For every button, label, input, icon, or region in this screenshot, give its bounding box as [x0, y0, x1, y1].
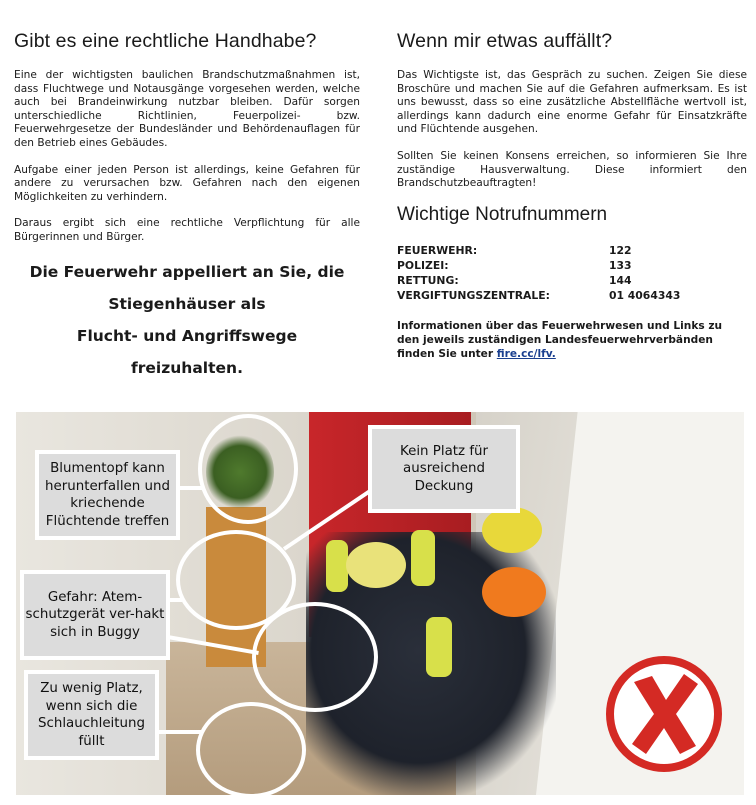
service-name: FEUERWEHR:	[397, 243, 478, 257]
service-number: 144	[609, 274, 632, 288]
photo-air-tank	[411, 530, 435, 586]
legal-paragraph-2: Aufgabe einer jeden Person ist allerdings, keine Gefahren für andere zu verursachen bzw. Gefahren nach den eigenen Möglichkeiten zu verhindern.	[14, 163, 360, 203]
label-plant-text: Blumentopf kann herunterfallen und kriechende Flüchtende treffen	[39, 454, 176, 536]
info-text	[397, 319, 747, 361]
legal-heading: Gibt es eine rechtliche Handhabe?	[14, 30, 317, 52]
legal-paragraph-1: Eine der wichtigsten baulichen Brandschutzmaßnahmen ist, dass Fluchtwege und Notausgänge vorgesehen werden, welche auch bei Brandeinwirkung nutzbar bleiben. Dafür sorgen unterschiedliche Richtlinien, Feuerpolizei- bzw. Feuerwehrgesetze der Bundesländer und Behördenauflagen für den Betrieb eines Gebäudes.	[14, 69, 360, 149]
appeal-line-1: Die Feuerwehr appelliert an Sie, die	[29, 262, 345, 281]
highlight-circle-plant	[198, 414, 298, 524]
right-column	[397, 0, 747, 361]
notice-paragraph-1: Das Wichtigste ist, das Gespräch zu suchen. Zeigen Sie diese Broschüre und machen Sie auf die Gefahren aufmerksam. Es ist uns bewusst, dass so eine zusätzliche Abstellfläche wertvoll ist, allerdings kann dadurch eine enorme Gefahr für Einsatzkräfte und Flüchtende ausgehen.	[397, 69, 747, 136]
notice-paragraph-2: Sollten Sie keinen Konsens erreichen, so informieren Sie Ihre zuständige Hausverwaltung. Diese informiert den Brandschutzbeauftragten!	[397, 149, 747, 190]
label-plant	[35, 450, 180, 540]
service-name: RETTUNG:	[397, 274, 459, 288]
prohibited-cross-icon	[604, 654, 724, 774]
table-row	[397, 289, 680, 304]
legal-paragraph-3: Daraus ergibt sich eine rechtliche Verpflichtung für alle Bürgerinnen und Bürger.	[14, 217, 360, 243]
label-buggy-text: Gefahr: Atem-schutzgerät ver-hakt sich in Buggy	[24, 574, 166, 656]
left-column	[14, 0, 360, 384]
photo-helmet	[346, 542, 406, 588]
service-number: 133	[609, 258, 632, 272]
appeal-text	[14, 256, 360, 384]
emergency-numbers-table	[397, 244, 680, 305]
service-number: 122	[609, 243, 632, 257]
photo-helmet	[482, 567, 546, 617]
photo-helmet	[482, 507, 542, 553]
label-hose	[24, 670, 159, 760]
info-sentence: Informationen über das Feuerwehrwesen und Links zu den jeweils zuständigen Landesfeuerwehrverbänden finden Sie unter	[397, 319, 723, 360]
label-hose-text: Zu wenig Platz, wenn sich die Schlauchleitung füllt	[28, 674, 155, 756]
lfv-link[interactable]: fire.cc/lfv.	[496, 347, 556, 360]
appeal-line-3: Flucht- und Angriffswege	[76, 326, 298, 345]
table-row	[397, 259, 680, 274]
emergency-numbers-heading: Wichtige Notrufnummern	[397, 203, 608, 225]
highlight-circle-hose	[196, 702, 306, 795]
label-cover-text: Kein Platz für ausreichend Deckung	[372, 429, 516, 509]
appeal-line-2: Stiegenhäuser als	[108, 294, 266, 313]
service-name: POLIZEI:	[397, 258, 449, 272]
connector-line	[156, 730, 202, 734]
label-cover	[368, 425, 520, 513]
appeal-line-4: freizuhalten.	[131, 358, 243, 377]
photo-air-tank	[426, 617, 452, 677]
table-row	[397, 244, 680, 259]
highlight-circle-buggy	[252, 602, 378, 712]
notice-heading: Wenn mir etwas auffällt?	[397, 30, 613, 52]
photo-air-tank	[326, 540, 348, 592]
label-buggy	[20, 570, 170, 660]
service-name: VERGIFTUNGSZENTRALE:	[397, 289, 550, 303]
service-number: 01 4064343	[609, 289, 681, 303]
stairwell-photo	[16, 412, 744, 795]
table-row	[397, 274, 680, 289]
